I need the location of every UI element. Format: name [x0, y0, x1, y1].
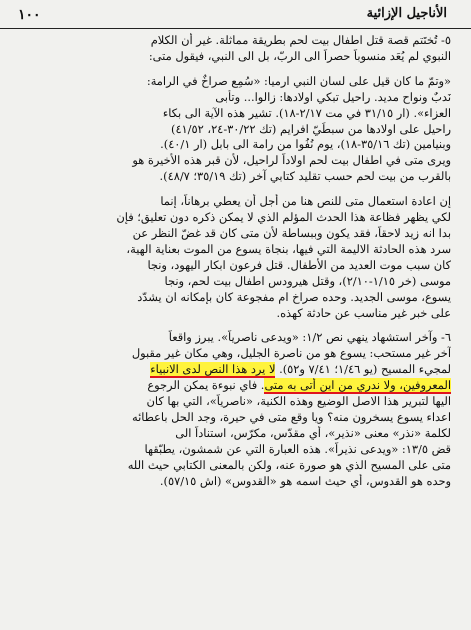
text-segment: لمجيء المسيح (يو ١/٤٦؛ ٧/٤١ و٥٢). — [279, 362, 451, 377]
text-line: راحيل على اولادها من سبطَيّ افرايم (تك ٣٠/٢٢-٢٤، ٤١/٥٢) — [170, 121, 451, 136]
text-line: «وتمّ ما كان قيل على لسان النبي ارميا: «سُمِع صراخٌ في الرامة: — [146, 73, 451, 88]
text-line: موسى (خر ١/١٥-٢/١٠)، وقتل هيرودس اطفال بيت لحم، ونجا — [164, 273, 451, 288]
text-line: وبنيامين (تك ٣٥/١٦-١٨)، يوم نُفُوا من رامة الى بابل (ار ٤٠/١). — [160, 137, 451, 152]
page-body — [13, 33, 451, 493]
text-line: متى على المسيح الذي هو صورة عنه، ولكن بالمعنى الكتابي حيث الله — [127, 457, 451, 472]
text-line: ٦- وآخر استشهاد ينهي نص ١/٢: «ويدعى ناصرياً». يبرز واقعاً — [168, 330, 451, 345]
text-line: لكلمة «نذر» معنى «نذير»، أي مقدّس، مكرّس، استناداً الى — [175, 425, 451, 440]
highlighted-phrase: لا يرد هذا النص لدى الانبياء — [150, 362, 276, 377]
text-line: كان سبب موت العديد من الأطفال. قتل فرعون ابكار اليهود، ونجا — [147, 257, 451, 272]
text-line: لكي يظهر فظاعة هذا الحدث المؤلم الذي لا يمكن ذكره دون تعليق؛ فإن — [116, 210, 451, 225]
text-line: وحده هو القدوس، أي حيث اسمه هو «القدوس» (اش ٥٧/١٥). — [159, 473, 451, 488]
text-line: العزاء». (ار ٣١/١٥ في مت ٢/١٧-١٨). تشير هذه الآية الى بكاء — [162, 105, 451, 120]
highlighted-phrase: المعروفين، ولا ندري من اين أتى به متى — [264, 378, 451, 393]
text-line: بالقرب من بيت لحم حسب تقليد كتابي آخر (تك ٣٥/١٩؛ ٤٨/٧). — [159, 169, 451, 184]
text-line: النبوي لم يُعَد منسوباً حصراً الى الربّ، بل الى النبي، فيقول متى: — [148, 48, 451, 63]
page-header — [0, 0, 471, 29]
text-line: اعداء يسوع يسخرون منه؟ ويا وقع متى في حيرة، وجد الحل باعطائه — [131, 409, 451, 424]
text-line-with-highlight — [13, 362, 451, 378]
text-line: قض ١٣/٥: «ويدعى نذيراً». هذه العبارة التي عن شمشون، يطبّقها — [144, 441, 451, 456]
text-line: سرد هذه الحادثة الاليمة التي فيها، بنجاة يسوع من الموت بعناية الهية، — [126, 241, 451, 256]
running-title: الأناجيل الإزائية — [366, 6, 447, 21]
paragraph-quote — [13, 74, 451, 185]
text-line: اليها لتبرير هذا الاصل الوضيع وهذه الكنية، «ناصرياً»، التي بها كان — [146, 394, 451, 409]
text-line: آخر غير مستحب: يسوع هو من ناصرة الجليل، وهي مكان غير مقبول — [131, 346, 451, 361]
text-line: بدا انه زيد لاحقاً، فقد يكون وببساطة لأن متى كان قد غضّ النظر عن — [132, 225, 451, 240]
text-line: نَدبٌ ونواح مديد. راحيل تبكي اولادها: زالوا... وتأبى — [215, 89, 451, 104]
paragraph-section-6 — [13, 330, 451, 489]
text-line: يسوع، موسى الجديد. وحده صراخ ام مفجوعة كان بإمكانه ان يشدّد — [137, 289, 451, 304]
text-line: ويرى متى في اطفال بيت لحم اولاداً لراحيل، لأن قبر هذه الأخيرة هو — [132, 153, 451, 168]
text-line-with-highlight — [13, 378, 451, 394]
text-line: ٥- تُختَتم قصة قتل اطفال بيت لحم بطريقة مماثلة. غير أن الكلام — [150, 33, 451, 47]
paragraph-section-5 — [13, 33, 451, 65]
text-line: على خبر غير مناسب عن حادثة كهذه. — [276, 305, 451, 320]
paragraph-commentary — [13, 194, 451, 321]
page-number: ١٠٠ — [18, 7, 41, 23]
text-line: إن اعادة استعمال متى للنص هنا من أجل أن يعطي برهاناً، إنما — [160, 194, 451, 209]
text-segment: . فاي نبوءة يمكن الرجوع — [147, 378, 265, 393]
